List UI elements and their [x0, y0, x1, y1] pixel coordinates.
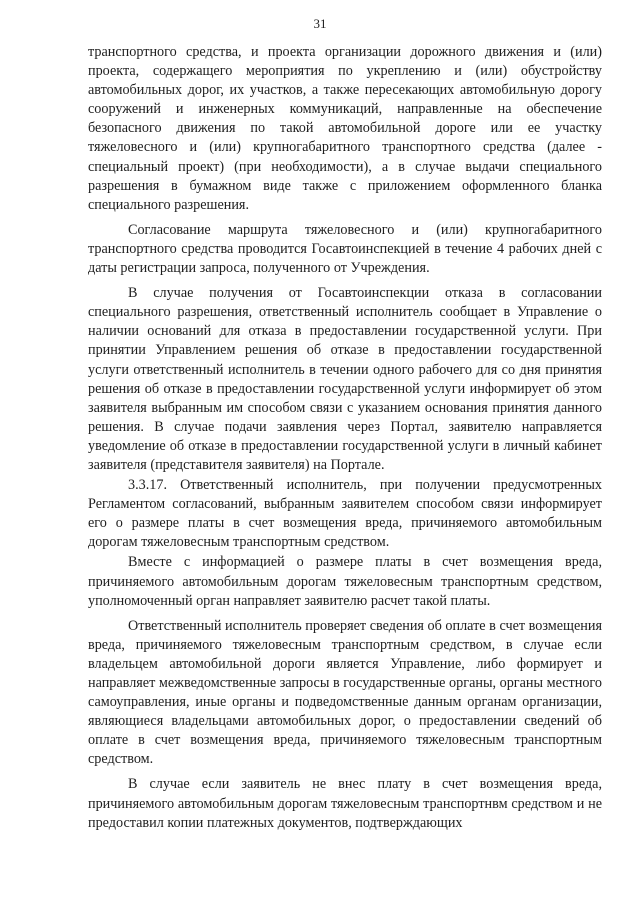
document-body	[88, 43, 602, 833]
paragraph-no-payment: В случае если заявитель не внес плату в счет возмещения вреда, причиняемого автомобильным дорогам тяжеловесным транспортнвм средством и не предоставил копии платежных документов, подтверждающих	[88, 776, 602, 831]
paragraph-payment-calculation: Вместе с информацией о размере платы в счет возмещения вреда, причиняемого автомобильным дорогам тяжеловесным транспортным средством, уполномоченный орган направляет заявителю расчет такой платы.	[88, 554, 602, 609]
paragraph-refusal: В случае получения от Госавтоинспекции отказа в согласовании специального разрешения, ответственный исполнитель сообщает в Управление о наличии оснований для отказа в предоставлении государственной услуги. При принятии Управлением решения об отказе в предоставлении государственной услуги ответственный исполнитель в течении одного рабочего для со дня принятия решения об отказе в предоставлении государственной услуги информирует об этом заявителя выбранным им способом связи с указанием основания принятия данного решения. В случае подачи заявления через Портал, заявителю направляется уведомление об отказе в предоставлении государственной услуги в личный кабинет заявителя (представителя заявителя) на Портале.	[88, 285, 602, 473]
paragraph-continuation: транспортного средства, и проекта организации дорожного движения и (или) проекта, содержащего мероприятия по укреплению и (или) обустройству автомобильных дорог, их участков, а также пересекающих автомобильную дорогу сооружений и инженерных коммуникаций, направленные на обеспечение безопасного движения по такой автомобильной дороге или ее участку тяжеловесного и (или) крупногабаритного транспортного средства (далее - специальный проект) (при необходимости), а в случае выдачи специального разрешения в бумажном виде также с приложением оформленного бланка специального разрешения.	[88, 44, 602, 213]
paragraph-payment-check: Ответственный исполнитель проверяет сведения об оплате в счет возмещения вреда, причиняемого тяжеловесным транспортным средством, в случае если владельцем автомобильной дороги является Управление, либо формирует и направляет межведомственные запросы в государственные органы, органы местного самоуправления, иные органы и подведомственные данным органам организации, являющиеся владельцами автомобильных дорог, о предоставлении сведений об оплате в счет возмещения вреда, причиняемого тяжеловесным транспортным средством.	[88, 617, 602, 768]
paragraph-route-approval: Согласование маршрута тяжеловесного и (или) крупногабаритного транспортного средства проводится Госавтоинспекцией в течение 4 рабочих дней с даты регистрации запроса, полученного от Учреждения.	[88, 221, 602, 277]
paragraph-3-3-17: 3.3.17. Ответственный исполнитель, при получении предусмотренных Регламентом согласований, выбранным заявителем способом связи информирует его о размере платы в счет возмещения вреда, причиняемого автомобильным дорогам тяжеловесным транспортным средством.	[88, 477, 602, 551]
page-number: 31	[313, 16, 327, 31]
